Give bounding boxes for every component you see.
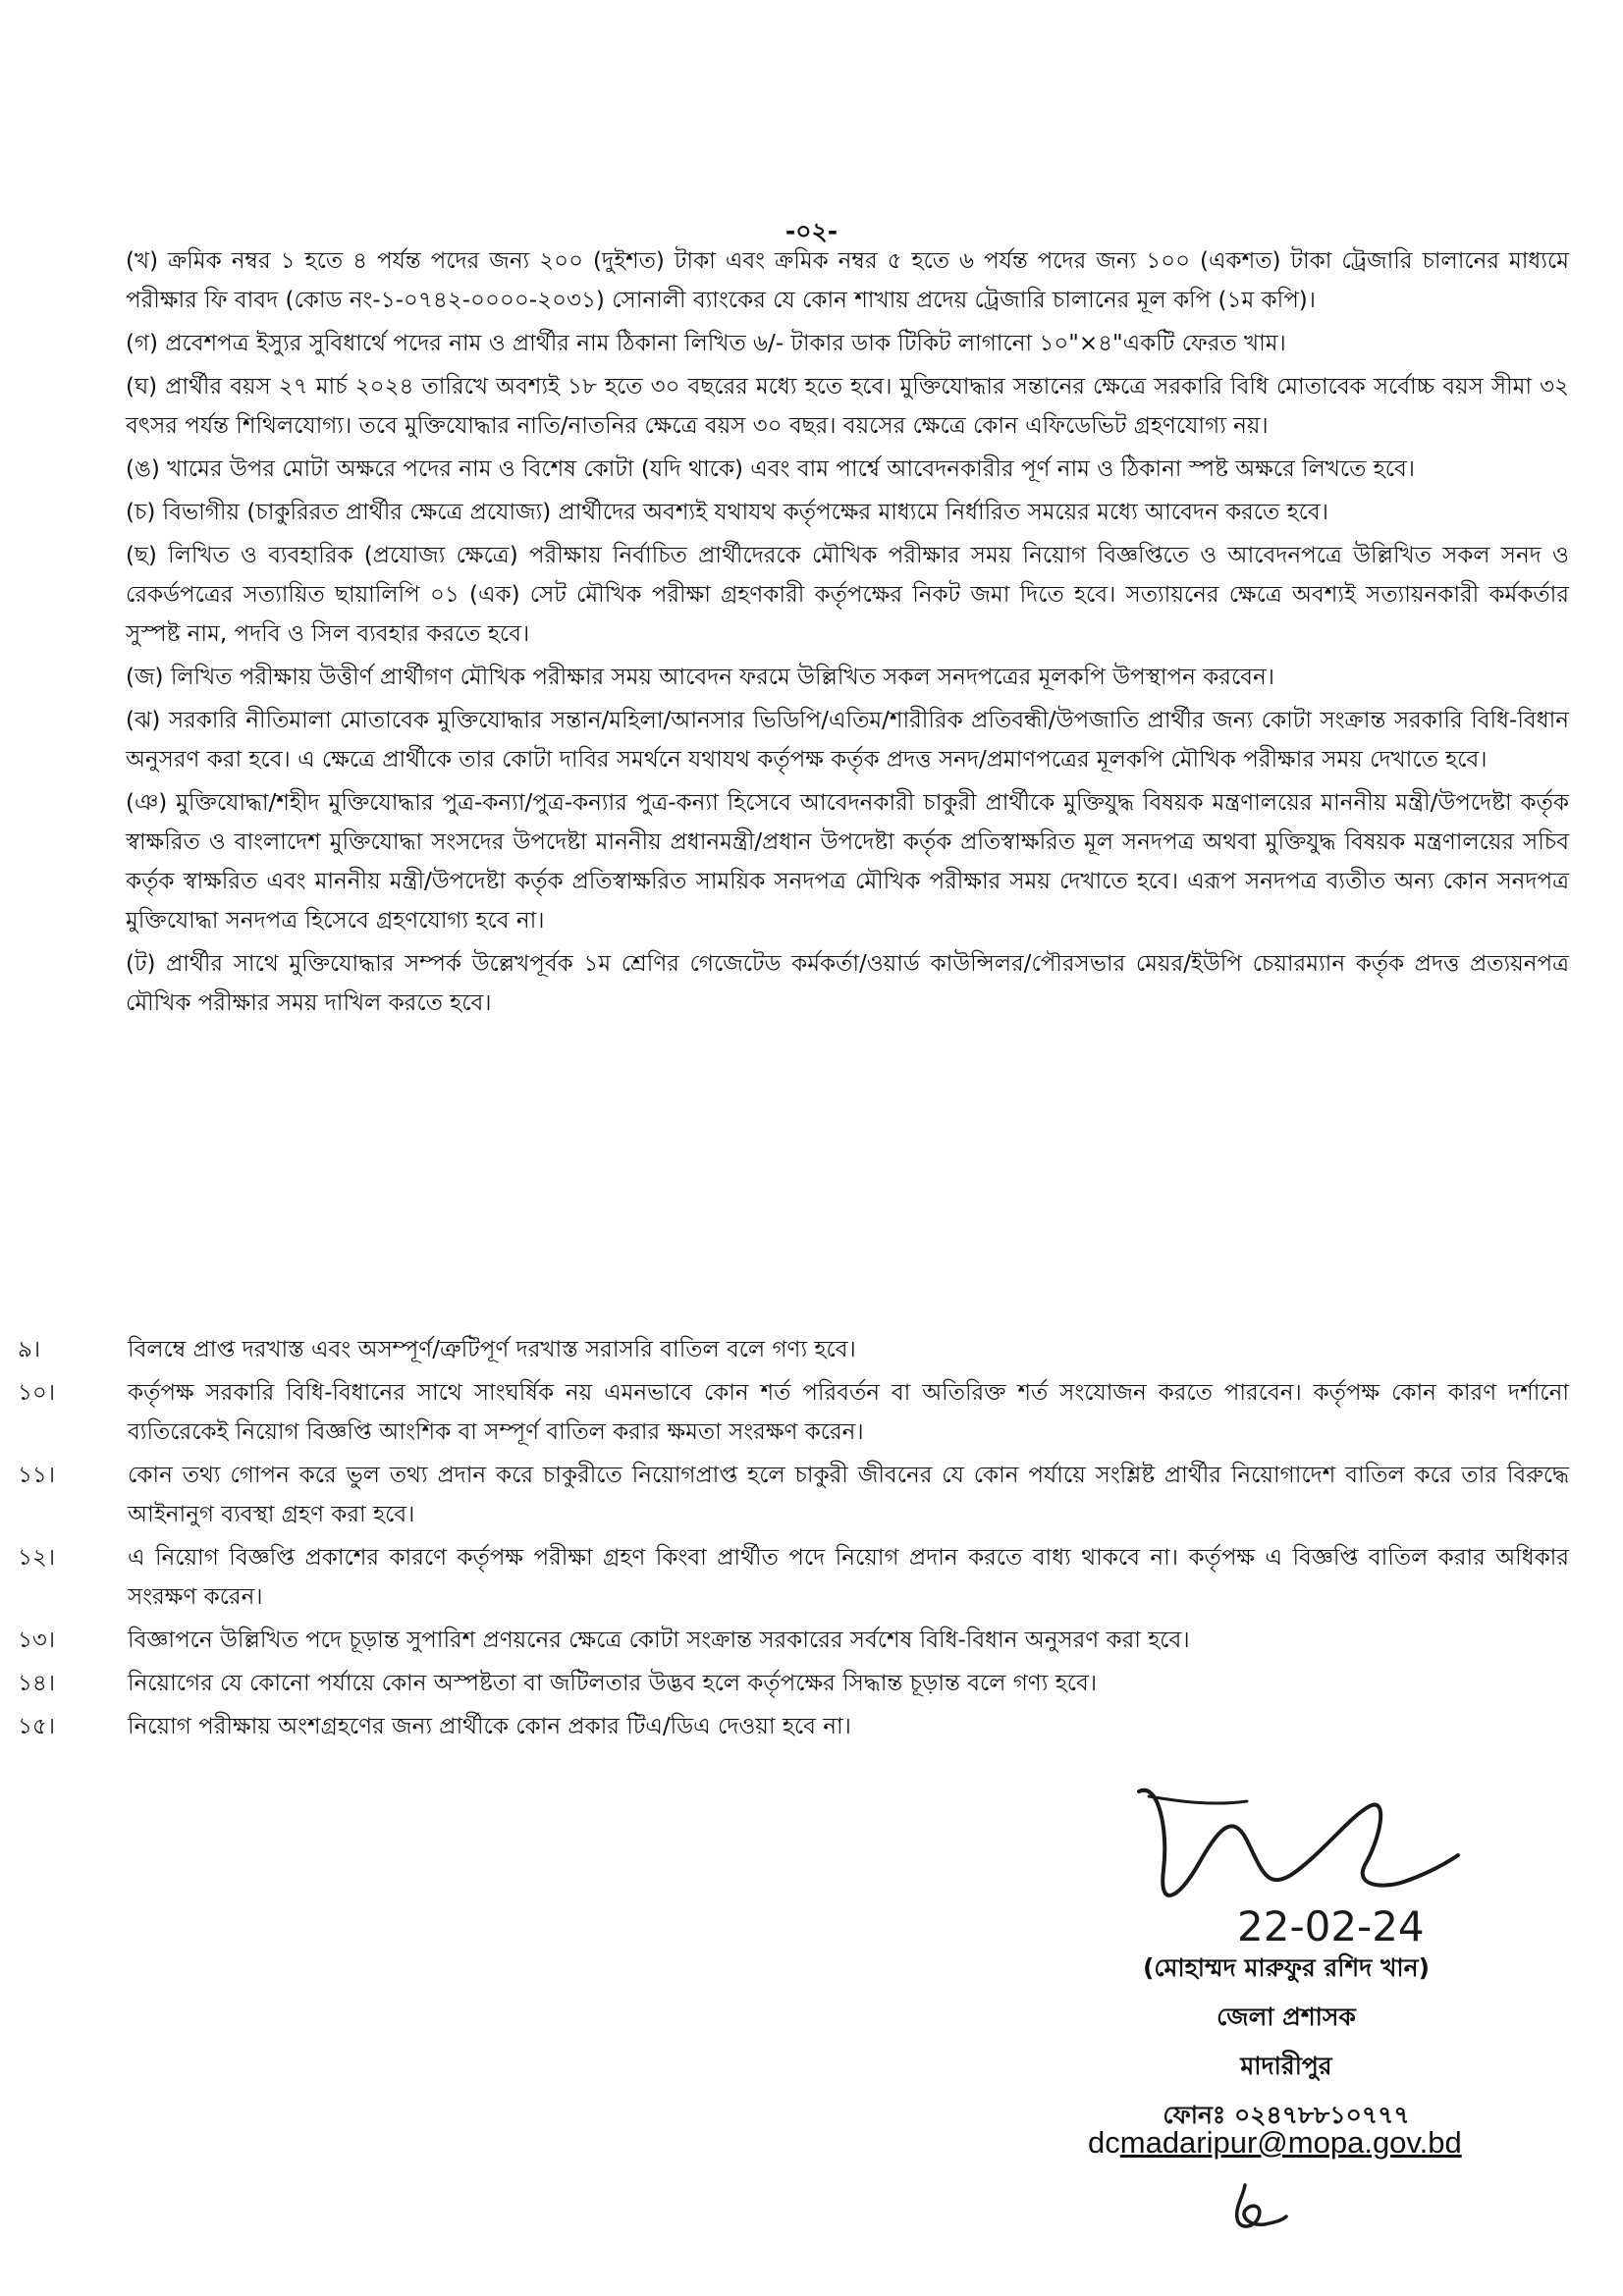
clause-text: কোন তথ্য গোপন করে ভুল তথ্য প্রদান করে চাকুরীতে নিয়োগপ্রাপ্ত হলে চাকুরী জীবনের যে কোন পর্যায়ে সংশ্লিষ্ট প্রার্থীর নিয়োগাদেশ বাতিল করে তার বিরুদ্ধে আইনানুগ ব্যবস্থা গ্রহণ করা হবে।	[128, 1463, 1569, 1527]
clause-text: বিজ্ঞাপনে উল্লিখিত পদে চূড়ান্ত সুপারিশ প্রণয়নের ক্ষেত্রে কোটা সংক্রান্ত সরকারের সর্বশেষ বিধি-বিধান অনুসরণ করা হবে।	[128, 1628, 1190, 1653]
sub-clause-umo: (ঙ) খামের উপর মোটা অক্ষরে পদের নাম ও বিশেষ কোটা (যদি থাকে) এবং বাম পার্শ্বে আবেদনকারীর পূর্ণ নাম ও ঠিকানা স্পষ্ট অক্ষরে লিখতে হবে।	[126, 456, 1416, 482]
sub-clause-gha: (ঘ) প্রার্থীর বয়স ২৭ মার্চ ২০২৪ তারিখে অবশ্যই ১৮ হতে ৩০ বছরের মধ্যে হতে হবে। মুক্তিযোদ্ধার সন্তানের ক্ষেত্রে সরকারি বিধি মোতাবেক সর্বোচ্চ বয়স সীমা ৩২ বৎসর পর্যন্ত শিথিলযোগ্য। তবে মুক্তিযোদ্ধার নাতি/নাতনির ক্ষেত্রে বয়স ৩০ বছর। বয়সের ক্ষেত্রে কোন এফিডেভিট গ্রহণযোগ্য নয়।	[126, 374, 1569, 439]
email-domain: madaripur@mopa.gov.bd	[1119, 2125, 1462, 2160]
clause-number: ১৫।	[18, 1714, 56, 1739]
clause-text: এ নিয়োগ বিজ্ঞপ্তি প্রকাশের কারণে কর্তৃপক্ষ পরীক্ষা গ্রহণ কিংবা প্রার্থীত পদে নিয়োগ প্রদান করতে বাধ্য থাকবে না। কর্তৃপক্ষ এ বিজ্ঞপ্তি বাতিল করার অধিকার সংরক্ষণ করেন।	[128, 1545, 1569, 1610]
email-prefix: dc	[1088, 2125, 1120, 2160]
clause-text: বিলম্বে প্রাপ্ত দরখাস্ত এবং অসম্পূর্ণ/ত্রুটিপূর্ণ দরখাস্ত সরাসরি বাতিল বলে গণ্য হবে।	[128, 1337, 856, 1362]
clause-number: ১২।	[18, 1545, 56, 1571]
sub-clause-chha: (ছ) লিখিত ও ব্যবহারিক (প্রযোজ্য ক্ষেত্রে) পরীক্ষায় নির্বাচিত প্রার্থীদেরকে মৌখিক পরীক্ষার সময় নিয়োগ বিজ্ঞপ্তিতে ও আবেদনপত্রে উল্লিখিত সকল সনদ ও রেকর্ডপত্রের সত্যায়িত ছায়ালিপি ০১ (এক) সেট মৌখিক পরীক্ষা গ্রহণকারী কর্তৃপক্ষের নিকট জমা দিতে হবে। সত্যায়নের ক্ষেত্রে অবশ্যই সত্যায়নকারী কর্মকর্তার সুস্পষ্ট নাম, পদবি ও সিল ব্যবহার করতে হবে।	[126, 543, 1569, 647]
clause-text: কর্তৃপক্ষ সরকারি বিধি-বিধানের সাথে সাংঘর্ষিক নয় এমনভাবে কোন শর্ত পরিবর্তন বা অতিরিক্ত শর্ত সংযোজন করতে পারবেন। কর্তৃপক্ষ কোন কারণ দর্শানো ব্যতিরেকেই নিয়োগ বিজ্ঞপ্তি আংশিক বা সম্পূর্ণ বাতিল করার ক্ষমতা সংরক্ষণ করেন।	[128, 1380, 1569, 1445]
signature-scribble	[1119, 1772, 1473, 1949]
sub-clause-list	[126, 241, 1569, 1027]
signatory-designation: জেলা প্রশাসক	[1217, 2002, 1356, 2031]
clause-number: ৯।	[18, 1337, 41, 1362]
clause-9	[18, 1330, 1569, 1369]
clause-number: ১১।	[18, 1463, 56, 1488]
signatory-office: মাদারীপুর	[1240, 2052, 1332, 2080]
signatory-phone: ফোনঃ ০২৪৭৮৮১০৭৭৭	[1163, 2101, 1410, 2129]
clause-number: ১০।	[18, 1380, 56, 1406]
sub-clause-kha: (খ) ক্রমিক নম্বর ১ হতে ৪ পর্যন্ত পদের জন্য ২০০ (দুইশত) টাকা এবং ক্রমিক নম্বর ৫ হতে ৬ পর্যন্ত পদের জন্য ১০০ (একশত) টাকা ট্রেজারি চালানের মাধ্যমে পরীক্ষার ফি বাবদ (কোড নং-১-০৭৪২-০০০০-২০৩১) সোনালী ব্যাংকের যে কোন শাখায় প্রদেয় ট্রেজারি চালানের মূল কপি (১ম কপি)।	[126, 248, 1569, 313]
signature-date: 22-02-24	[1237, 1902, 1425, 1949]
page-number: -০২-	[784, 217, 839, 245]
clause-14	[18, 1664, 1569, 1703]
clause-text: নিয়োগের যে কোনো পর্যায়ে কোন অস্পষ্টতা বা জটিলতার উদ্ভব হলে কর্তৃপক্ষের সিদ্ধান্ত চূড়ান্ত বলে গণ্য হবে।	[128, 1671, 1098, 1696]
sub-clause-ga: (গ) প্রবেশপত্র ইস্যুর সুবিধার্থে পদের নাম ও প্রার্থীর নাম ঠিকানা লিখিত ৬/- টাকার ডাক টিকিট লাগানো ১০"×৪"একটি ফেরত খাম।	[126, 331, 1286, 356]
initial-scribble	[1216, 2177, 1294, 2236]
clause-number: ১৪।	[18, 1671, 56, 1696]
clause-15	[18, 1707, 1569, 1746]
signatory-block	[1060, 1944, 1512, 2140]
signatory-email[interactable]	[1088, 2125, 1520, 2161]
clause-number: ১৩।	[18, 1628, 56, 1653]
sub-clause-nio: (ঞ) মুক্তিযোদ্ধা/শহীদ মুক্তিযোদ্ধার পুত্র-কন্যা/পুত্র-কন্যার পুত্র-কন্যা হিসেবে আবেদনকারী চাকুরী প্রার্থীকে মুক্তিযুদ্ধ বিষয়ক মন্ত্রণালয়ের মাননীয় মন্ত্রী/উপদেষ্টা কর্তৃক স্বাক্ষরিত ও বাংলাদেশ মুক্তিযোদ্ধা সংসদের উপদেষ্টা মাননীয় প্রধানমন্ত্রী/প্রধান উপদেষ্টা কর্তৃক প্রতিস্বাক্ষরিত মূল সনদপত্র অথবা মুক্তিযুদ্ধ বিষয়ক মন্ত্রণালয়ের সচিব কর্তৃক স্বাক্ষরিত এবং মাননীয় মন্ত্রী/উপদেষ্টা কর্তৃক প্রতিস্বাক্ষরিত সাময়িক সনদপত্র মৌখিক পরীক্ষার সময় দেখাতে হবে। এরূপ সনদপত্র ব্যতীত অন্য কোন সনদপত্র মুক্তিযোদ্ধা সনদপত্র হিসেবে গ্রহণযোগ্য হবে না।	[126, 790, 1569, 934]
clause-12	[18, 1538, 1569, 1617]
sub-clause-jha: (ঝ) সরকারি নীতিমালা মোতাবেক মুক্তিযোদ্ধার সন্তান/মহিলা/আনসার ভিডিপি/এতিম/শারীরিক প্রতিবন্ধী/উপজাতি প্রার্থীর জন্য কোটা সংক্রান্ত সরকারি বিধি-বিধান অনুসরণ করা হবে। এ ক্ষেত্রে প্রার্থীকে তার কোটা দাবির সমর্থনে যথাযথ কর্তৃপক্ষ কর্তৃক প্রদত্ত সনদ/প্রমাণপত্রের মূলকপি মৌখিক পরীক্ষার সময় দেখাতে হবে।	[126, 708, 1569, 773]
clause-13	[18, 1621, 1569, 1660]
clause-text: নিয়োগ পরীক্ষায় অংশগ্রহণের জন্য প্রার্থীকে কোন প্রকার টিএ/ডিএ দেওয়া হবে না।	[128, 1714, 851, 1739]
sub-clause-ta: (ট) প্রার্থীর সাথে মুক্তিযোদ্ধার সম্পর্ক উল্লেখপূর্বক ১ম শ্রেণির গেজেটেড কর্মকর্তা/ওয়ার্ড কাউন্সিলর/পৌরসভার মেয়র/ইউপি চেয়ারম্যান কর্তৃক প্রদত্ত প্রত্যয়নপত্র মৌখিক পরীক্ষার সময় দাখিল করতে হবে।	[126, 951, 1569, 1016]
signatory-name: (মোহাম্মদ মারুফুর রশিদ খান)	[1142, 1953, 1431, 1982]
clause-11	[18, 1456, 1569, 1534]
handwritten-initial	[1216, 2177, 1294, 2236]
handwritten-signature	[1119, 1772, 1473, 1949]
clause-10	[18, 1373, 1569, 1452]
sub-clause-ja: (জ) লিখিত পরীক্ষায় উত্তীর্ণ প্রার্থীগণ মৌখিক পরীক্ষার সময় আবেদন ফরমে উল্লিখিত সকল সনদপত্রের মূলকপি উপস্থাপন করবেন।	[126, 665, 1274, 690]
numbered-clause-list	[18, 1330, 1569, 1750]
sub-clause-cha: (চ) বিভাগীয় (চাকুরিরত প্রার্থীর ক্ষেত্রে প্রযোজ্য) প্রার্থীদের অবশ্যই যথাযথ কর্তৃপক্ষের মাধ্যমে নির্ধারিত সময়ের মধ্যে আবেদন করতে হবে।	[126, 500, 1328, 525]
